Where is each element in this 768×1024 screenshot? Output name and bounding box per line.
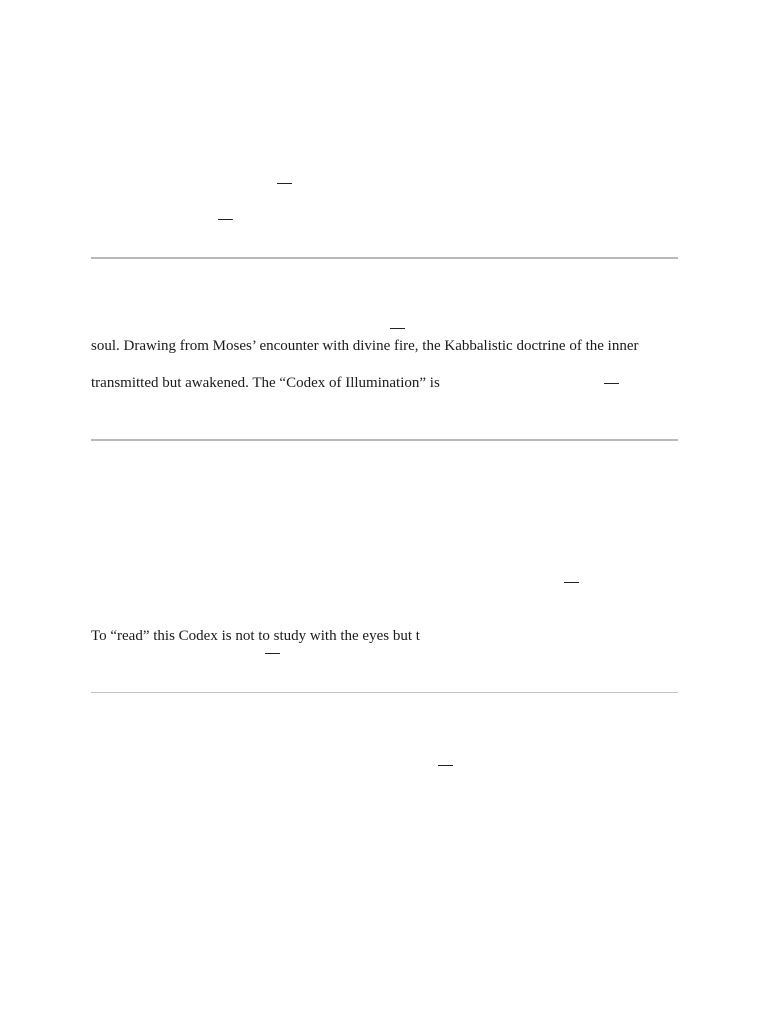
section-divider (91, 692, 678, 693)
em-dash-mark (390, 328, 405, 329)
em-dash-mark (438, 765, 453, 766)
em-dash-mark (277, 183, 292, 184)
em-dash-mark (218, 219, 233, 220)
em-dash-mark (265, 653, 280, 654)
em-dash-mark (604, 383, 619, 384)
paragraph-line: To “read” this Codex is not to study with the eyes but t (91, 628, 420, 644)
paragraph-line: transmitted but awakened. The “Codex of Illumination” is (91, 375, 440, 391)
section-divider (91, 257, 678, 259)
paragraph-line: soul. Drawing from Moses’ encounter with divine fire, the Kabbalistic doctrine of the inner (91, 338, 639, 354)
em-dash-mark (564, 582, 579, 583)
section-divider (91, 439, 678, 441)
